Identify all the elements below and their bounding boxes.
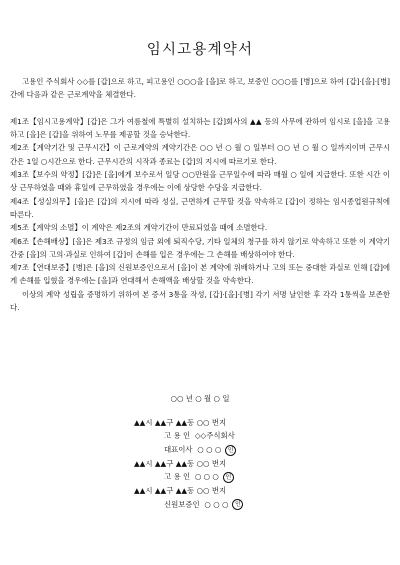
- ceo-line: [134, 443, 400, 457]
- employee-name: ○ ○ ○: [194, 472, 219, 482]
- article-1: 제1조【임시고용계약】[갑]은 그가 여름철에 특별히 설치하는 [갑]회사의 ▲▲ 등의 사무에 관하여 임시로 [을]을 고용하고 [을]은 [갑]을 위하여 노무를 제공할 것을 승낙한다.: [10, 116, 390, 140]
- guarantor-role: 신원보증인: [164, 499, 200, 509]
- article-4: 제4조【성실의무】[을]은 [갑]의 지시에 따라 성실, 근면하게 근무할 것을 약속하고 [갑]이 정하는 임시종업원규칙에 따른다.: [10, 196, 390, 219]
- contract-body: [10, 75, 390, 314]
- document-title: 임시고용계약서: [146, 42, 254, 58]
- ceo-role: 대표이사: [164, 445, 193, 455]
- seal-icon: 인: [223, 472, 234, 483]
- article-2: 제2조【계약기간 및 근무시간】이 근로계약의 계약기간은 ○○ 년 ○ 월 ○ 일부터 ○○ 년 ○ 월 ○ 일까지이며 근무시간은 1일 ○시간으로 한다. 근무시간의 시작과 종료는 [갑]의 지시에 따르기로 한다.: [10, 143, 390, 166]
- seal-icon: 인: [225, 445, 236, 456]
- employee-role: 고 용 인: [164, 472, 191, 482]
- employer-address: ▲▲시 ▲▲구 ▲▲동 ○○ 번지: [134, 417, 227, 427]
- contract-date: ○○ 년 ○ 월 ○ 일: [170, 394, 230, 403]
- employee-address: ▲▲시 ▲▲구 ▲▲동 ○○ 번지: [134, 458, 227, 468]
- closing-paragraph: 이상의 계약 성립을 증명하기 위하여 본 증서 3통을 작성, [갑]·[을]·[병] 각기 서명 날인한 후 각각 1통씩을 보존한다.: [10, 289, 390, 313]
- paragraph-gap: [10, 102, 390, 115]
- signature-block: [134, 416, 400, 512]
- guarantor-name: ○ ○ ○: [204, 499, 229, 509]
- guarantor-address: ▲▲시 ▲▲구 ▲▲동 ○○ 번지: [134, 486, 227, 496]
- signature-section: [0, 392, 400, 512]
- article-5: 제5조【계약의 소멸】이 계약은 제2조의 계약기간이 만료되었을 때에 소멸한다.: [10, 223, 268, 233]
- intro-paragraph: 고용인 주식회사 ◇◇를 [갑]으로 하고, 피고용인 ○○○을 [을]로 하고, 보증인 ○○○를 [병]으로 하여 [갑]·[을]·[병]간에 다음과 같은 근로계약을 체결한다.: [10, 77, 390, 100]
- seal-icon: 인: [232, 499, 243, 510]
- article-6: 제6조【손해배상】[을]은 제3조 규정의 임금 외에 퇴직수당, 기타 일체의 청구를 하지 않기로 약속하고 또한 이 계약기간중 [을]의 고의·과실로 인하여 [갑]이 손해를 입은 경우에는 그 손해를 배상하여야 한다.: [10, 236, 390, 259]
- article-3: 제3조【보수의 약정】[갑]은 [을]에게 보수로서 일당 ○○만원을 근무일수에 따라 매월 ○ 일에 지급한다. 또한 시간 이상 근무하였을 때와 휴일에 근무하였을 경우에는 이에 상당한 수당을 지급한다.: [10, 170, 390, 193]
- employer-name: ◇◇주식회사: [194, 431, 235, 441]
- employer-line: [134, 429, 400, 443]
- ceo-name: ○ ○ ○: [197, 445, 222, 455]
- employer-role: 고 용 인: [164, 431, 191, 441]
- employee-line: [134, 470, 400, 484]
- article-7: 제7조【연대보증】[병]은 [을]의 신원보증인으로서 [을]이 본 계약에 위배하거나 고의 또는 중대한 과실로 인해 [갑]에게 손해를 입혔을 경우에는 [을]과 연대해서 손해액을 배상할 것을 약속한다.: [10, 263, 390, 286]
- guarantor-line: [134, 498, 400, 512]
